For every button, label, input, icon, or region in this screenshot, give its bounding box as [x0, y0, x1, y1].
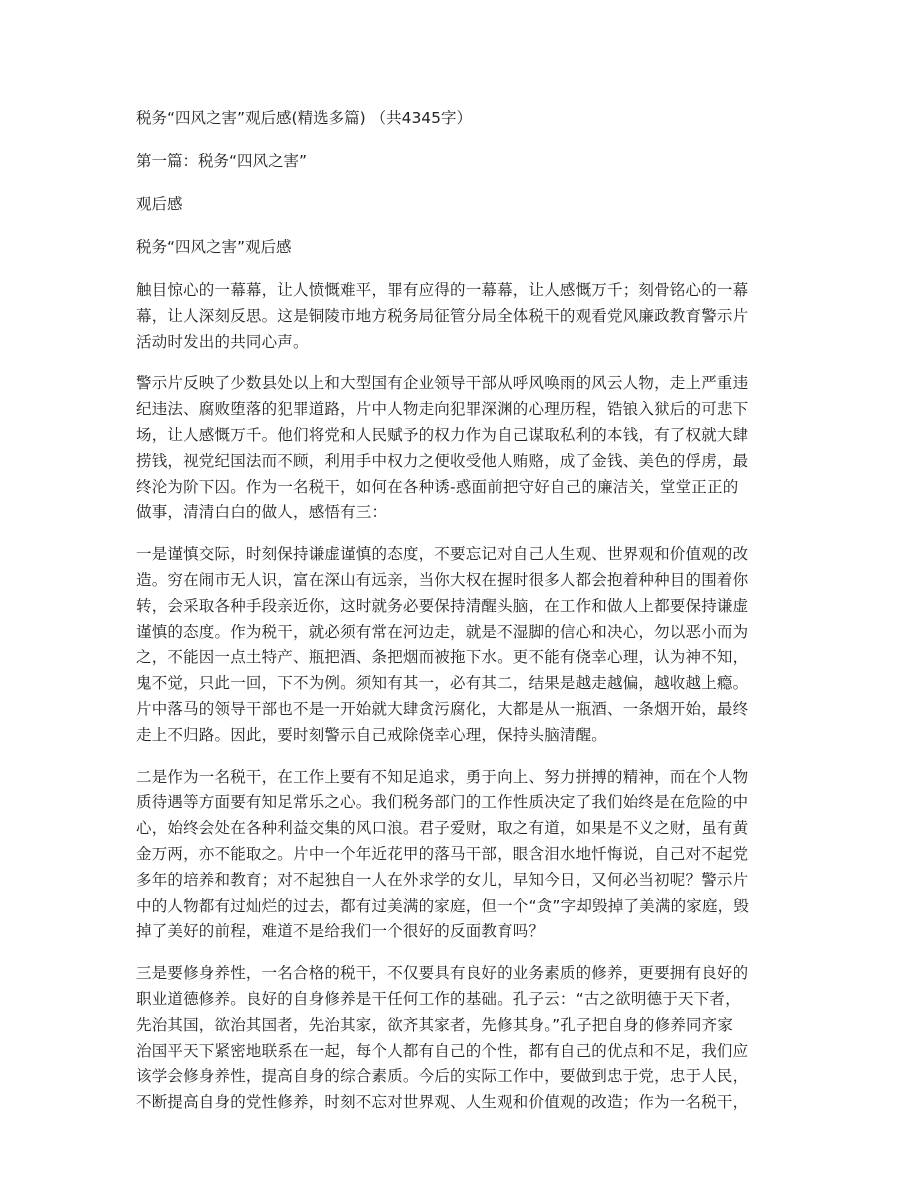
paragraph-line: 转，会采取各种手段亲近你，这时就务必要保持清醒头脑，在工作和做人上都要保持谦虚 [136, 596, 749, 615]
chapter-heading: 第一篇：税务“四风之害” [136, 152, 308, 170]
paragraph-line: 幕，让人深刻反思。这是铜陵市地方税务局征管分局全体税干的观看党风廉政教育警示片 [136, 306, 749, 325]
paragraph-line: 二是作为一名税干，在工作上要有不知足追求，勇于向上、努力拼搏的精神，而在个人物 [136, 767, 749, 786]
paragraph-line: 一是谨慎交际，时刻保持谦虚谨慎的态度，不要忘记对自己人生观、世界观和价值观的改 [136, 545, 749, 564]
paragraph-line: 做事，清清白白的做人，感悟有三： [136, 503, 388, 522]
body-paragraph [136, 765, 784, 946]
document-title: 税务“四风之害”观后感(精选多篇) （共4345字） [136, 109, 473, 127]
paragraph-line: 纪违法、腐败堕落的犯罪道路，片中人物走向犯罪深渊的心理历程，锆锒入狱后的可悲下 [136, 400, 749, 419]
paragraph-line: 终沦为阶下囚。作为一名税干，如何在各种诱-惑面前把守好自己的廉洁关，堂堂正正的 [136, 477, 739, 496]
paragraph-line: 走上不归路。因此，要时刻警示自己戒除侥幸心理，保持头脑清醒。 [136, 725, 608, 744]
body-paragraph [136, 371, 784, 526]
paragraph-list [136, 278, 784, 1116]
paragraph-line: 片中落马的领导干部也不是一开始就大肆贪污腐化，大都是从一瓶酒、一条烟开始，最终 [136, 699, 749, 718]
paragraph-line: 质待遇等方面要有知足常乐之心。我们税务部门的工作性质决定了我们始终是在危险的中 [136, 793, 749, 812]
subheading: 观后感 [136, 195, 183, 213]
article-title: 税务“四风之害”观后感 [136, 238, 292, 256]
document-page [136, 106, 784, 1132]
paragraph-line: 职业道德修养。良好的自身修养是干任何工作的基础。孔子云：“古之欲明德于天下者， [136, 989, 741, 1008]
paragraph-line: 金万两，亦不能取之。片中一个年近花甲的落马干部，眼含泪水地忏悔说，自己对不起党 [136, 844, 749, 863]
paragraph-line: 不断提高自身的党性修养，时刻不忘对世界观、人生观和价值观的改造；作为一名税干， [136, 1093, 749, 1112]
paragraph-line: 三是要修身养性，一名合格的税干，不仅要具有良好的业务素质的修养，更要拥有良好的 [136, 964, 749, 983]
body-paragraph [136, 961, 784, 1116]
paragraph-line: 捞钱，视党纪国法而不顾，利用手中权力之便收受他人贿赂，成了金钱、美色的俘虏，最 [136, 451, 749, 470]
paragraph-line: 心，始终会处在各种利益交集的风口浪。君子爱财，取之有道，如果是不义之财，虽有黄 [136, 819, 749, 838]
paragraph-line: 治国平天下紧密地联系在一起，每个人都有自己的个性，都有自己的优点和不足，我们应 [136, 1041, 749, 1060]
paragraph-line: 鬼不觉，只此一回，下不为例。须知有其一，必有其二，结果是越走越偏，越收越上瘾。 [136, 674, 749, 693]
paragraph-line: 多年的培养和教育；对不起独自一人在外求学的女儿，早知今日，又何必当初呢？警示片 [136, 870, 749, 889]
paragraph-line: 之，不能因一点土特产、瓶把酒、条把烟而被拖下水。更不能有侥幸心理，认为神不知， [136, 648, 749, 667]
body-paragraph [136, 278, 784, 355]
paragraph-line: 触目惊心的一幕幕，让人愤慨难平，罪有应得的一幕幕，让人感慨万千；刻骨铭心的一幕 [136, 281, 749, 299]
paragraph-line: 造。穷在闹市无人识，富在深山有远亲，当你大权在握时很多人都会抱着种种目的围着你 [136, 570, 749, 589]
paragraph-line: 活动时发出的共同心声。 [136, 332, 309, 351]
paragraph-line: 先治其国，欲治其国者，先治其家，欲齐其家者，先修其身。”孔子把自身的修养同齐家 [136, 1015, 734, 1034]
paragraph-line: 该学会修身养性，提高自身的综合素质。今后的实际工作中，要做到忠于党，忠于人民， [136, 1067, 749, 1086]
paragraph-line: 警示片反映了少数县处以上和大型国有企业领导干部从呼风唤雨的风云人物，走上严重违 [136, 374, 749, 393]
paragraph-line: 谨慎的态度。作为税干，就必须有常在河边走，就是不湿脚的信心和决心，勿以恶小而为 [136, 622, 749, 641]
paragraph-line: 中的人物都有过灿烂的过去，都有过美满的家庭，但一个“贪”字却毁掉了美满的家庭，毁 [136, 896, 750, 915]
body-paragraph [136, 542, 784, 748]
paragraph-line: 掉了美好的前程，难道不是给我们一个很好的反面教育吗？ [136, 922, 545, 941]
paragraph-line: 场，让人感慨万千。他们将党和人民赋予的权力作为自己谋取私利的本钱，有了权就大肆 [136, 425, 749, 444]
